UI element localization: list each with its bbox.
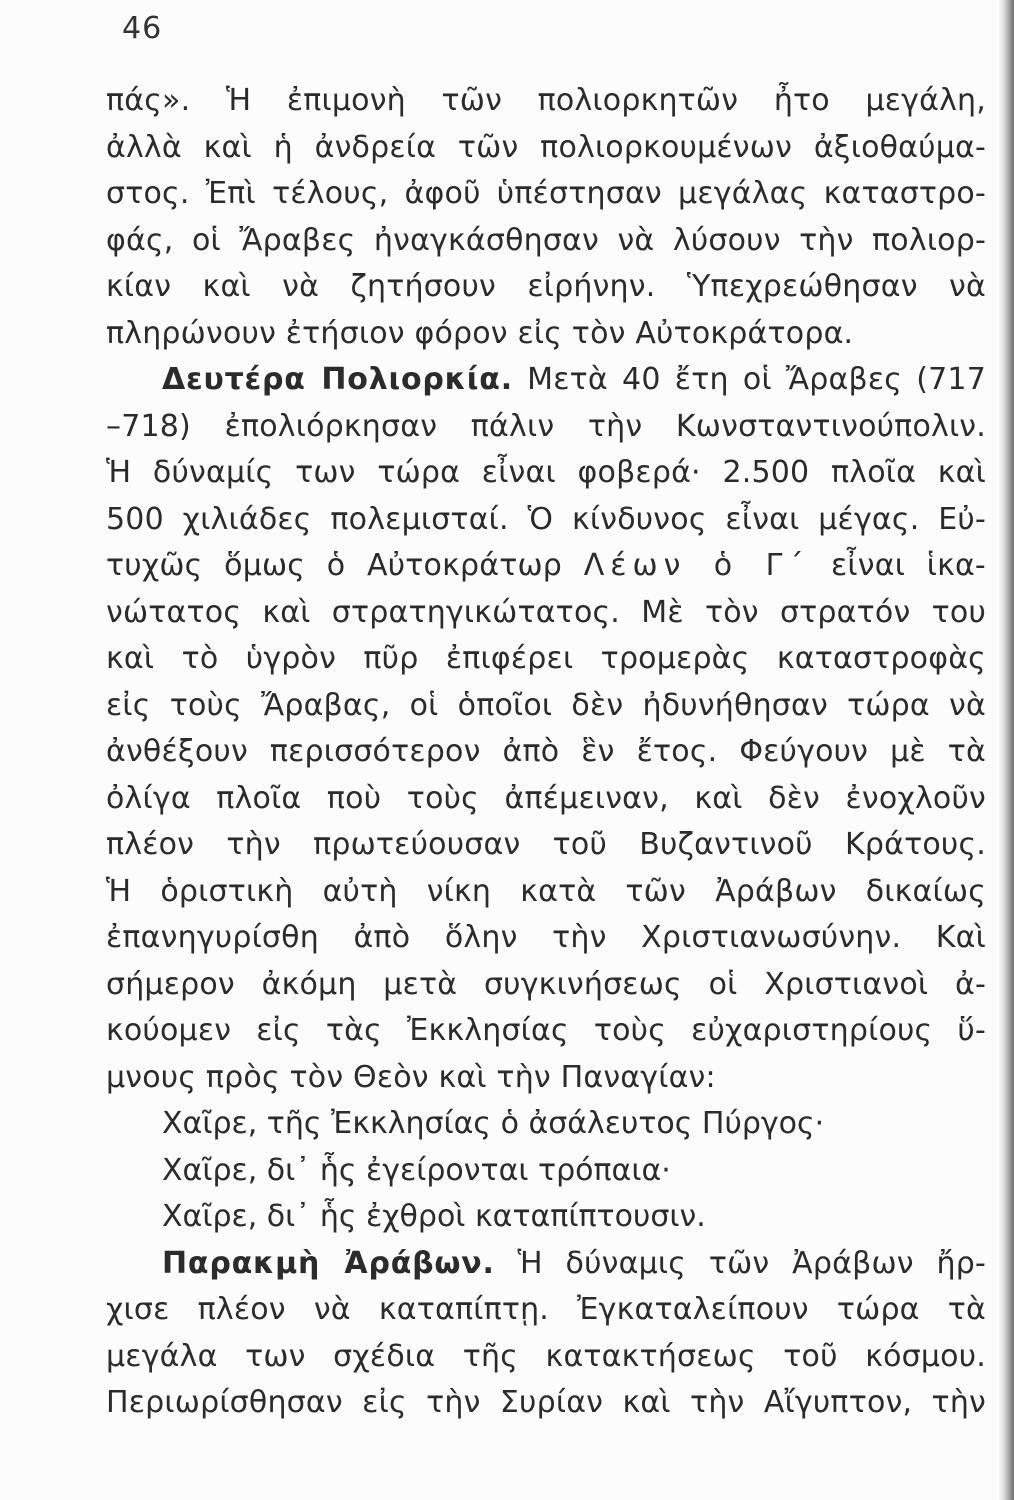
text-line: εἰς τοὺς Ἄραβας, οἱ ὁποῖοι δὲν ἠδυνήθησαν τώρα νὰ [106,687,986,723]
text-fragment: Ἡ δύναμις τῶν Ἀράβων ἤρ- [517,1245,986,1281]
text-line: Ἡ δύναμίς των τώρα εἶναι φοβερά· 2.500 πλοῖα καὶ [106,455,986,490]
page-number: 46 [122,11,163,46]
text-line: Ἡ ὁριστικὴ αὐτὴ νίκη κατὰ τῶν Ἀράβων δικαίως [106,873,986,909]
section-heading: Δευτέρα Πολιορκία. [162,362,513,397]
page-edge-shadow [998,0,1014,1500]
text-fragment: εἶναι ἱκα- [831,548,986,583]
section-heading: Παρακμὴ Ἀράβων. [162,1245,495,1281]
text-line: ἀλλὰ καὶ ἡ ἀνδρεία τῶν πολιορκουμένων ἀξιοθαύμα- [106,129,986,165]
text-line [106,543,986,590]
text-line: –718) ἐπολιόρκησαν πάλιν τὴν Κωνσταντινούπολιν. [106,408,986,444]
text-line: μεγάλα των σχέδια τῆς κατακτήσεως τοῦ κόσμου. [106,1338,986,1374]
text-line: σήμερον ἀκόμη μετὰ συγκινήσεως οἱ Χριστιανοὶ ἀ- [106,966,986,1002]
text-line: μνους πρὸς τὸν Θεὸν καὶ τὴν Παναγίαν: [106,1059,716,1095]
text-line: πληρώνουν ἐτήσιον φόρον εἰς τὸν Αὐτοκράτορα. [106,315,854,351]
hymn-line: Χαῖρε, τῆς Ἐκκλησίας ὁ ἀσάλευτος Πύργος· [162,1106,825,1141]
text-line: καὶ τὸ ὑγρὸν πῦρ ἐπιφέρει τρομερὰς καταστροφὰς [106,641,986,676]
text-line: 500 χιλιάδες πολεμισταί. Ὁ κίνδυνος εἶναι μέγας. Εὐ- [106,501,986,537]
text-line: Περιωρίσθησαν εἰς τὴν Συρίαν καὶ τὴν Αἴγυπτον, τὴν [106,1385,986,1420]
text-fragment: Μετὰ 40 ἔτη οἱ Ἄραβες (717 [527,362,986,397]
emperor-name: Λέων ὁ Γ΄ [583,548,810,583]
text-fragment: τυχῶς ὅμως ὁ Αὐτοκράτωρ [106,548,563,583]
section-heading-line [106,357,986,404]
text-line: ὀλίγα πλοῖα ποὺ τοὺς ἀπέμειναν, καὶ δὲν ἐνοχλοῦν [106,780,986,816]
body-text [106,78,986,1427]
text-line: ἐπανηγυρίσθη ἀπὸ ὅλην τὴν Χριστιανωσύνην. Καὶ [106,920,986,955]
text-line: νώτατος καὶ στρατηγικώτατος. Μὲ τὸν στρατόν του [106,594,986,630]
text-line: πάς». Ἡ ἐπιμονὴ τῶν πολιορκητῶν ἦτο μεγάλη, [106,83,986,118]
hymn-line: Χαῖρε, δι᾽ ἧς ἐχθροὶ καταπίπτουσιν. [162,1199,706,1234]
text-line: πλέον τὴν πρωτεύουσαν τοῦ Βυζαντινοῦ Κράτους. [106,827,986,862]
hymn-line: Χαῖρε, δι᾽ ἧς ἐγείρονται τρόπαια· [162,1152,671,1188]
text-line: φάς, οἱ Ἄραβες ἠναγκάσθησαν νὰ λύσουν τὴν πολιορ- [106,222,986,258]
text-line: χισε πλέον νὰ καταπίπτῃ. Ἐγκαταλείπουν τώρα τὰ [106,1292,986,1327]
text-line: κίαν καὶ νὰ ζητήσουν εἰρήνην. Ὑπεχρεώθησαν νὰ [106,269,986,304]
text-line: στος. Ἐπὶ τέλους, ἀφοῦ ὑπέστησαν μεγάλας καταστρο- [106,176,986,211]
section-heading-line [106,1241,986,1288]
text-line: κούομεν εἰς τὰς Ἐκκλησίας τοὺς εὐχαριστηρίους ὕ- [106,1013,986,1048]
text-line: ἀνθέξουν περισσότερον ἀπὸ ἓν ἔτος. Φεύγουν μὲ τὰ [106,734,986,769]
